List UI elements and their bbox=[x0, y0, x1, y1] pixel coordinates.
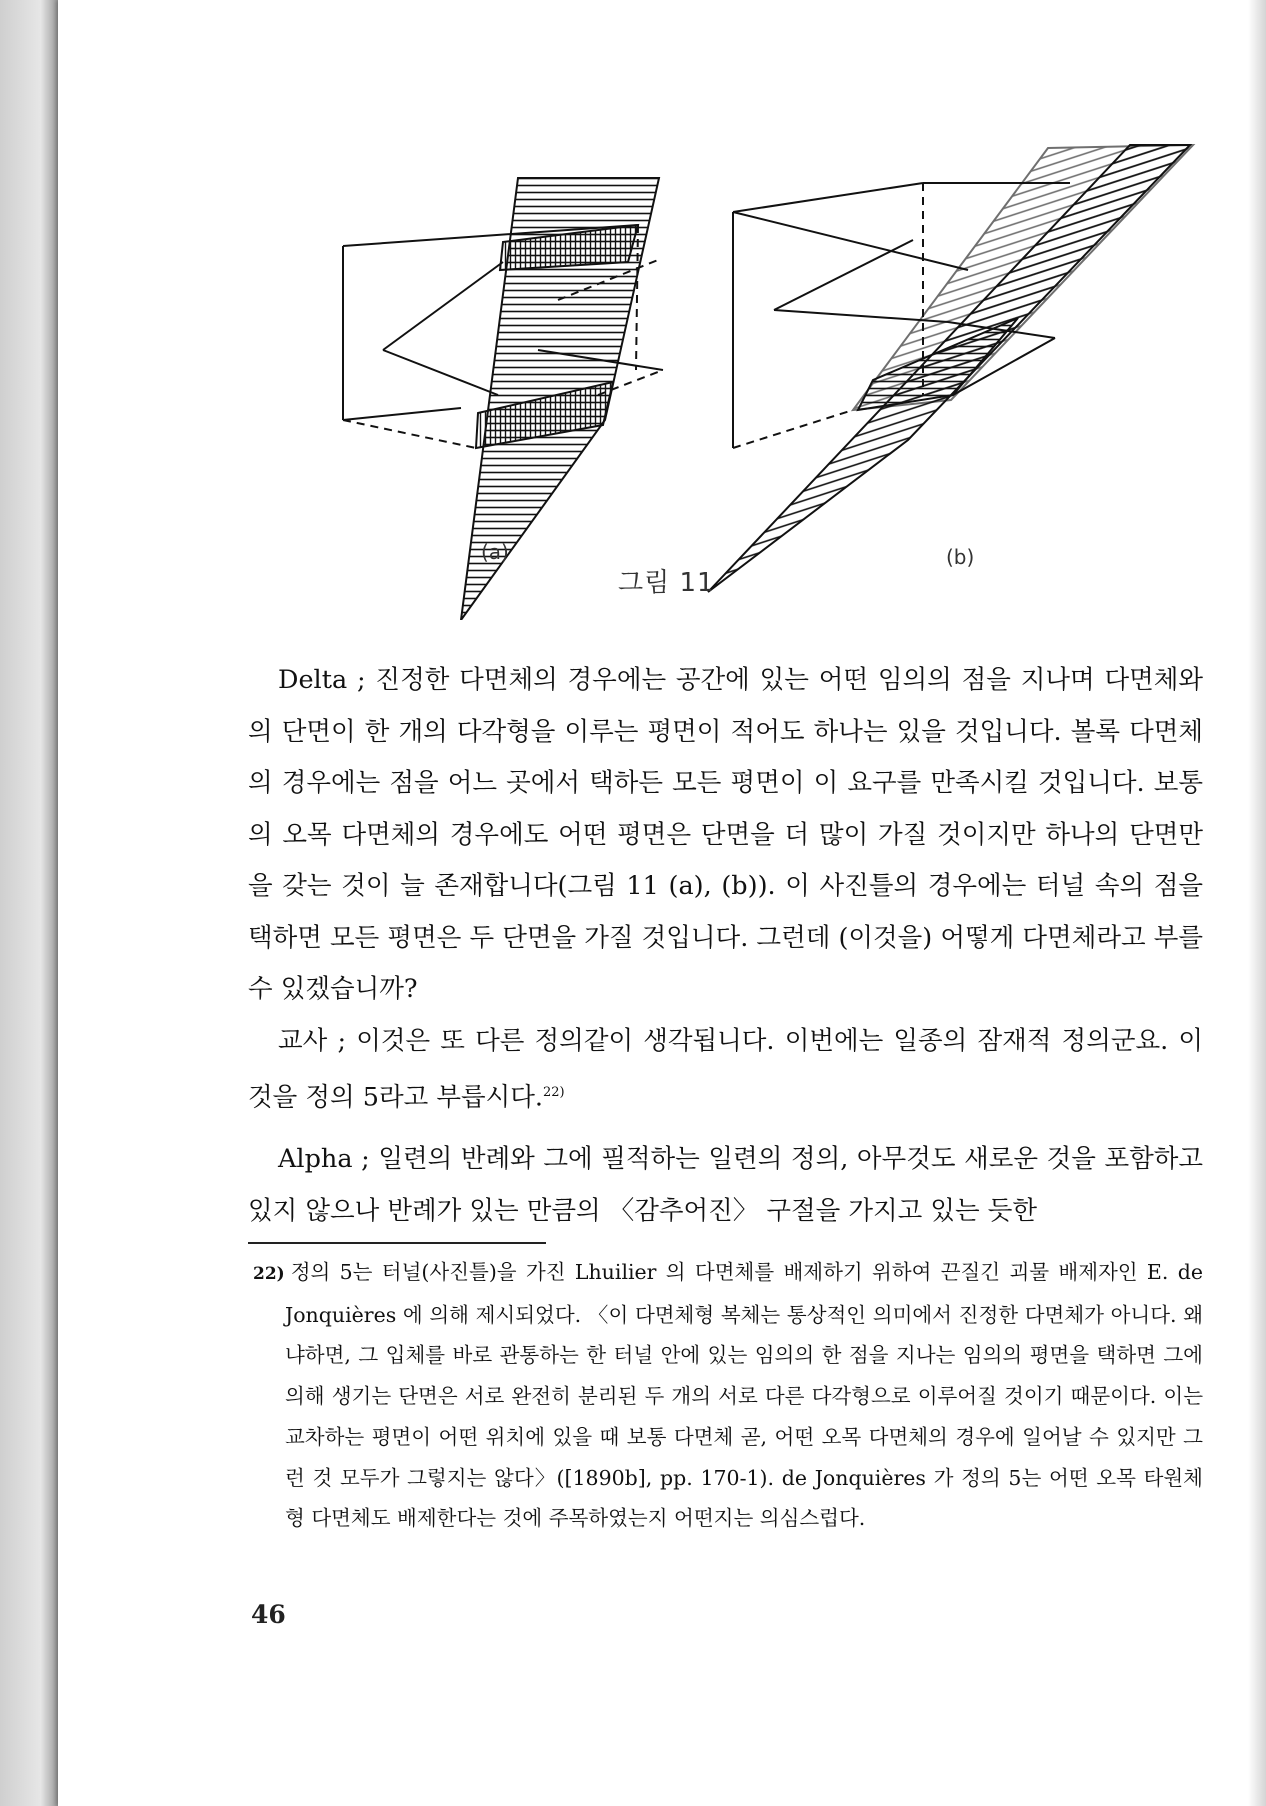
figure-b-shape bbox=[708, 145, 1193, 592]
viewer-right-edge bbox=[1248, 0, 1266, 1806]
figure-b-label: (b) bbox=[946, 545, 975, 569]
figure-11 bbox=[58, 0, 1248, 620]
figure-a-label: (a) bbox=[481, 540, 509, 564]
page-number: 46 bbox=[251, 1600, 286, 1629]
figure-caption: 그림 11 bbox=[618, 568, 715, 598]
paragraph-teacher-text: ; 이것은 또 다른 정의같이 생각됩니다. 이번에는 일종의 잠재적 정의군요. 이것을 정의 5라고 부릅시다. bbox=[248, 1025, 1204, 1113]
body-text bbox=[248, 655, 1203, 1237]
footnote-divider bbox=[248, 1242, 546, 1244]
paragraph-teacher bbox=[248, 1016, 1203, 1125]
footnote-ref-22[interactable]: 22) bbox=[542, 1085, 565, 1100]
book-page bbox=[58, 0, 1248, 1806]
paragraph-alpha bbox=[248, 1134, 1203, 1237]
viewer-left-edge bbox=[0, 0, 58, 1806]
speaker-teacher: 교사 bbox=[278, 1025, 328, 1056]
footnote-number: 22) bbox=[253, 1264, 285, 1284]
speaker-alpha: Alpha bbox=[278, 1144, 353, 1174]
speaker-delta: Delta bbox=[278, 665, 348, 695]
paragraph-delta-text: ; 진정한 다면체의 경우에는 공간에 있는 어떤 임의의 점을 지나며 다면체와의 단면이 한 개의 다각형을 이루는 평면이 적어도 하나는 있을 것입니다. 볼록 다면체의 경우에는 점을 어느 곳에서 택하든 모든 평면이 이 요구를 만족시킬 것입니다. 보통의 오목 다면체의 경우에도 어떤 평면은 단면을 더 많이 가질 것이지만 하나의 단면만을 갖는 것이 늘 존재합니다(그림 11 (a), (b)). 이 사진틀의 경우에는 터널 속의 점을 택하면 모든 평면은 두 단면을 가질 것입니다. 그런데 (이것을) 어떻게 다면체라고 부를 수 있겠습니까? bbox=[248, 665, 1203, 1004]
paragraph-delta bbox=[248, 655, 1203, 1016]
footnote-22 bbox=[253, 1252, 1203, 1539]
paragraph-alpha-text: ; 일련의 반례와 그에 필적하는 일련의 정의, 아무것도 새로운 것을 포함하고 있지 않으나 반례가 있는 만큼의 〈감추어진〉 구절을 가지고 있는 듯한 bbox=[248, 1144, 1204, 1226]
footnote-text: 정의 5는 터널(사진틀)을 가진 Lhuilier 의 다면체를 배제하기 위하여 끈질긴 괴물 배제자인 E. de Jonquières 에 의해 제시되었다. 〈이 다면체형 복체는 통상적인 의미에서 진정한 다면체가 아니다. 왜냐하면, 그 입체를 바로 관통하는 한 터널 안에 있는 임의의 한 점을 지나는 임의의 평면을 택하면 그에 의해 생기는 단면은 서로 완전히 분리된 두 개의 서로 다른 다각형으로 이루어질 것이기 때문이다. 이는 교차하는 평면이 어떤 위치에 있을 때 보통 다면체 곧, 어떤 오목 다면체의 경우에 일어날 수 있지만 그런 것 모두가 그렇지는 않다〉([1890b], pp. 170-1). de Jonquières 가 정의 5는 어떤 오목 타원체형 다면체도 배제한다는 것에 주목하였는지 어떤지는 의심스럽다. bbox=[285, 1260, 1203, 1531]
figure-11-drawing bbox=[58, 0, 1248, 620]
